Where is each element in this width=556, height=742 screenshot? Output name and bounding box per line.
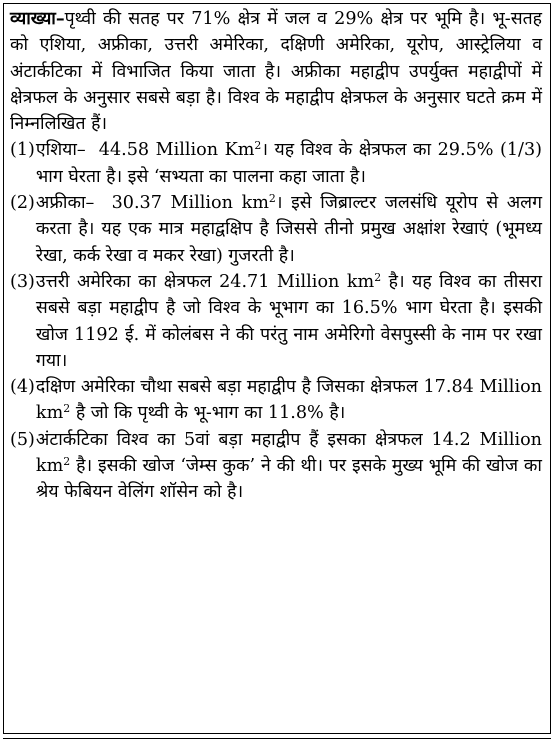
item-description-start: अंटार्कटिका विश्व का 5वां बड़ा महाद्वीप हैं इसका क्षेत्रफल 14.2 Million km [35, 429, 542, 477]
page-bottom-rule [3, 738, 551, 739]
item-area-superscript: 2 [63, 455, 71, 469]
item-description: है जो कि पृथ्वी के भू-भाग का 11.8% है। [70, 403, 346, 424]
explanation-box [3, 3, 551, 734]
item-area-superscript: 2 [374, 270, 382, 284]
item-number: (4) [10, 377, 35, 398]
item-description-start: उत्तरी अमेरिका का क्षेत्रफल 24.71 Million km [35, 271, 375, 292]
item-area-value: 30.37 Million km [111, 193, 269, 214]
item-area-value: 44.58 Million Km [98, 140, 255, 161]
item-description-start: दक्षिण अमेरिका चौथा सबसे बड़ा महाद्वीप है जिसका क्षेत्रफल 17.84 Million km [35, 377, 542, 424]
item-name: अफ्रीका– [35, 193, 95, 214]
item-number: (3) [10, 271, 35, 292]
item-description: है। इसकी खोज ‘जेम्स कुक’ ने की थी। पर इसके मुख्य भूमि की खोज का श्रेय फेबियन वेलिंग शॉसेन को है। [35, 456, 542, 503]
item-text [36, 137, 542, 190]
item-number: (1) [10, 140, 35, 161]
list-item [10, 137, 542, 190]
item-description: । इसे जिब्राल्टर जलसंधि यूरोप से अलग करता है। यह एक मात्र महाद्वक्षिप है जिससे तीनो प्रमुख अक्षांश रेखाएं (भूमध्य रेखा, कर्क रेखा व मकर रेखा) गुजरती है। [35, 193, 542, 266]
item-text [36, 374, 542, 427]
intro-text: पृथ्वी की सतह पर 71% क्षेत्र में जल व 29% क्षेत्र पर भूमि है। भू-सतह को एशिया, अफ्रीका, उत्तरी अमेरिका, दक्षिणी अमेरिका, यूरोप, आस्ट्रेलिया व अंटार्कटिका में विभाजित किया जाता है। अफ्रीका महाद्वीप उपर्युक्त महाद्वीपों में क्षेत्रफल के अनुसार सबसे बड़ा है। विश्व के महाद्वीप क्षेत्रफल के अनुसार घटते क्रम में निम्नलिखित हैं। [10, 9, 542, 135]
list-item [10, 374, 542, 427]
list-item [10, 190, 542, 269]
item-area-superscript: 2 [268, 192, 276, 206]
intro-paragraph [10, 6, 542, 137]
item-text [36, 269, 542, 374]
item-area-superscript: 2 [254, 139, 262, 153]
item-name: एशिया– [35, 140, 86, 161]
item-description: है। यह विश्व का तीसरा सबसे बड़ा महाद्वीप है जो विश्व के भूभाग का 16.5% भाग घेरता है। इसकी खोज 1192 ई. में कोलंबस ने की परंतु नाम अमेरिगो वेसपुस्सी के नाम पर रखा गया। [35, 271, 542, 371]
item-number: (5) [10, 429, 35, 450]
item-area-superscript: 2 [63, 402, 71, 416]
item-description: । यह विश्व के क्षेत्रफल का 29.5% (1/3) भाग घेरता है। इसे ‘सभ्यता का पालना कहा जाता है। [35, 140, 543, 187]
item-number: (2) [10, 193, 35, 214]
list-item [10, 269, 542, 374]
item-text [36, 427, 542, 506]
item-text [36, 190, 542, 269]
list-item [10, 427, 542, 506]
intro-label: व्याख्या– [10, 8, 65, 29]
